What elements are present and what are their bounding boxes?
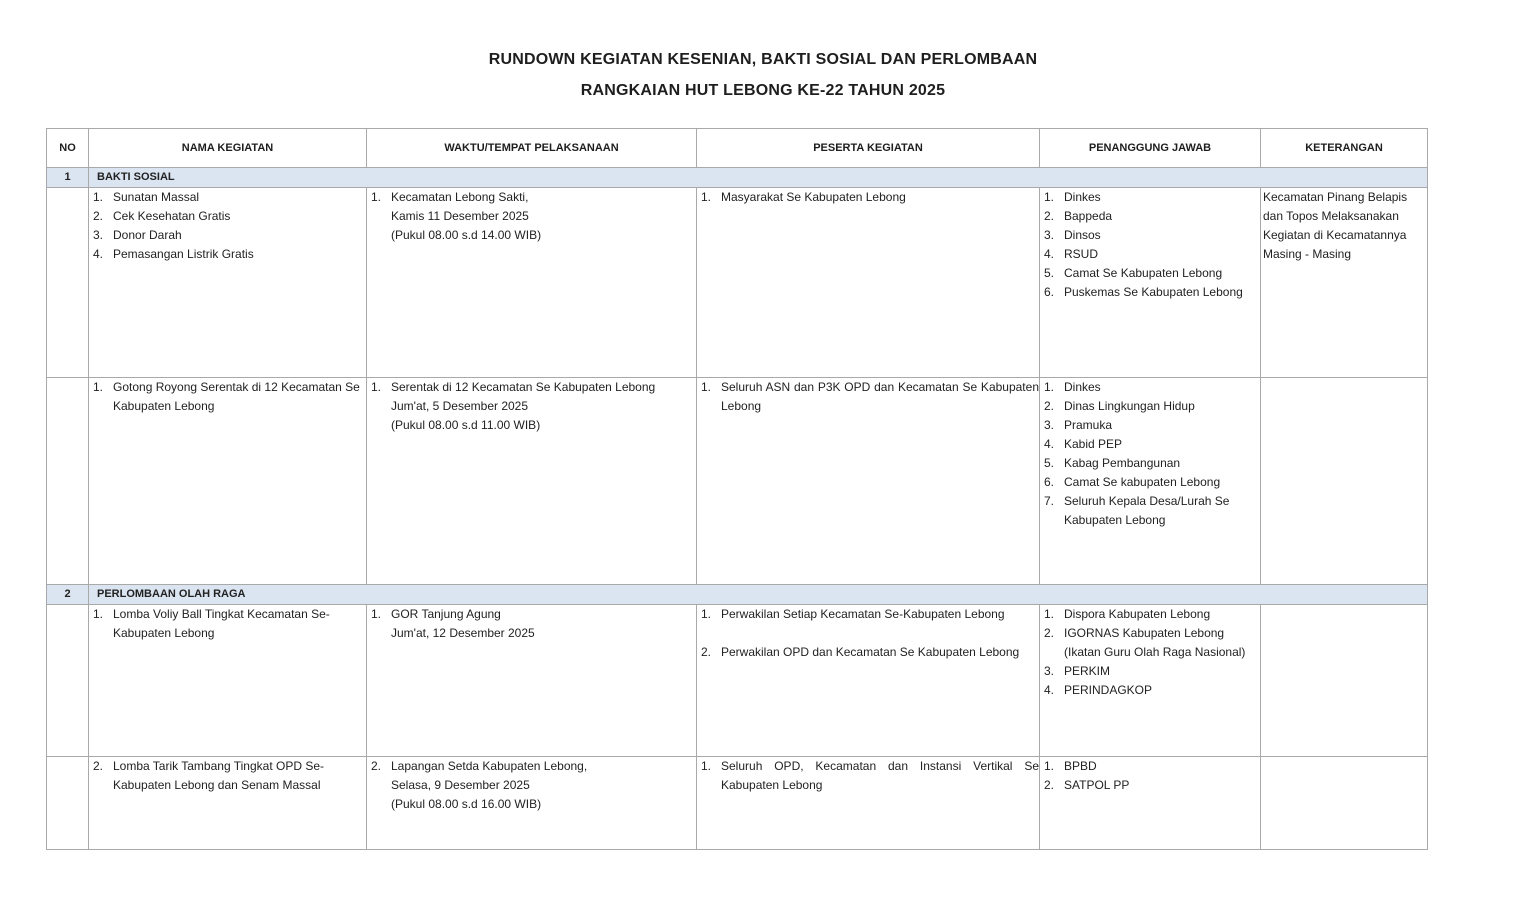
list-item: 6. Camat Se kabupaten Lebong [1044, 475, 1221, 489]
list-item: 2. Lomba Tarik Tambang Tingkat OPD Se-Kabupaten Lebong dan Senam Massal [93, 759, 324, 792]
list-item: 1. Seluruh ASN dan P3K OPD dan Kecamatan Se Kabupaten Lebong [701, 380, 1039, 413]
list-item: 7. Seluruh Kepala Desa/Lurah Se Kabupaten Lebong [1044, 494, 1230, 527]
section-row-perlombaan-olah-raga [47, 585, 1428, 605]
header-no: NO [47, 129, 89, 168]
list-item: 3. Pramuka [1044, 418, 1113, 432]
title-line-1: RUNDOWN KEGIATAN KESENIAN, BAKTI SOSIAL DAN PERLOMBAAN [488, 51, 1038, 68]
no-cell [47, 605, 89, 757]
list-item: 1. GOR Tanjung Agung Jum'at, 12 Desember 2025 [371, 607, 535, 640]
waktu-tempat-cell [367, 757, 697, 850]
list-item: 4. Kabid PEP [1044, 437, 1123, 451]
section-number: 2 [47, 585, 89, 605]
list-item: 5. Kabag Pembangunan [1044, 456, 1181, 470]
list-item: 5. Camat Se Kabupaten Lebong [1044, 266, 1223, 280]
section-number: 1 [47, 168, 89, 188]
nama-kegiatan-cell [89, 757, 367, 850]
header-penanggung-jawab: PENANGGUNG JAWAB [1040, 129, 1261, 168]
peserta-cell [697, 188, 1040, 378]
rundown-table [46, 128, 1428, 850]
penanggung-jawab-cell [1040, 378, 1261, 585]
waktu-tempat-cell [367, 378, 697, 585]
list-item: 2. Perwakilan OPD dan Kecamatan Se Kabupaten Lebong [701, 645, 1020, 659]
nama-kegiatan-cell [89, 188, 367, 378]
list-item: 1. Lomba Voliy Ball Tingkat Kecamatan Se-Kabupaten Lebong [93, 607, 330, 640]
no-cell [47, 188, 89, 378]
penanggung-jawab-cell [1040, 757, 1261, 850]
section-row-bakti-sosial [47, 168, 1428, 188]
keterangan-cell [1261, 188, 1428, 378]
waktu-tempat-cell [367, 188, 697, 378]
section-label: BAKTI SOSIAL [89, 168, 1428, 188]
penanggung-jawab-cell [1040, 188, 1261, 378]
keterangan-text: Kecamatan Pinang Belapis dan Topos Melaksanakan Kegiatan di Kecamatannya Masing - Masing [1263, 190, 1408, 261]
list-item: 1. Kecamatan Lebong Sakti, Kamis 11 Desember 2025 (Pukul 08.00 s.d 14.00 WIB) [371, 190, 542, 242]
keterangan-cell [1261, 605, 1428, 757]
list-item: 1. Dispora Kabupaten Lebong [1044, 607, 1211, 621]
penanggung-jawab-cell [1040, 605, 1261, 757]
list-item: 1. Dinkes [1044, 380, 1101, 394]
list-item: 3. PERKIM [1044, 664, 1111, 678]
list-item: 1. Sunatan Massal [93, 190, 200, 204]
list-item: 1. Perwakilan Setiap Kecamatan Se-Kabupaten Lebong [701, 607, 1005, 621]
list-item: 1. Gotong Royong Serentak di 12 Kecamatan Se Kabupaten Lebong [93, 380, 360, 413]
list-item: 3. Dinsos [1044, 228, 1101, 242]
list-item: 1. Serentak di 12 Kecamatan Se Kabupaten Lebong Jum'at, 5 Desember 2025 (Pukul 08.00 s.d 11.00 WIB) [371, 380, 656, 432]
list-item: 1. Masyarakat Se Kabupaten Lebong [701, 190, 906, 204]
list-item: 2. Lapangan Setda Kabupaten Lebong, Selasa, 9 Desember 2025 (Pukul 08.00 s.d 16.00 WIB) [371, 759, 588, 811]
list-item: 6. Puskemas Se Kabupaten Lebong [1044, 285, 1243, 299]
list-item: 1. Dinkes [1044, 190, 1101, 204]
list-item: 2. IGORNAS Kabupaten Lebong (Ikatan Guru Olah Raga Nasional) [1044, 626, 1246, 659]
document-title [0, 44, 1526, 106]
title-line-2: RANGKAIAN HUT LEBONG KE-22 TAHUN 2025 [580, 82, 946, 99]
table-header-row [47, 129, 1428, 168]
table-row [47, 188, 1428, 378]
peserta-cell [697, 378, 1040, 585]
list-item: 2. Bappeda [1044, 209, 1113, 223]
peserta-cell [697, 757, 1040, 850]
list-item: 3. Donor Darah [93, 228, 182, 242]
header-keterangan: KETERANGAN [1261, 129, 1428, 168]
header-peserta: PESERTA KEGIATAN [697, 129, 1040, 168]
table-row [47, 605, 1428, 757]
section-label: PERLOMBAAN OLAH RAGA [89, 585, 1428, 605]
list-item: 4. RSUD [1044, 247, 1099, 261]
header-nama-kegiatan: NAMA KEGIATAN [89, 129, 367, 168]
header-waktu-tempat: WAKTU/TEMPAT PELAKSANAAN [367, 129, 697, 168]
nama-kegiatan-cell [89, 378, 367, 585]
table-row [47, 378, 1428, 585]
no-cell [47, 378, 89, 585]
no-cell [47, 757, 89, 850]
list-item: 1. Seluruh OPD, Kecamatan dan Instansi Vertikal Se Kabupaten Lebong [701, 759, 1039, 792]
keterangan-cell [1261, 757, 1428, 850]
list-item: 2. SATPOL PP [1044, 778, 1130, 792]
nama-kegiatan-cell [89, 605, 367, 757]
peserta-cell [697, 605, 1040, 757]
list-item: 2. Cek Kesehatan Gratis [93, 209, 231, 223]
list-item: 2. Dinas Lingkungan Hidup [1044, 399, 1195, 413]
waktu-tempat-cell [367, 605, 697, 757]
list-item: 1. BPBD [1044, 759, 1097, 773]
table-row [47, 757, 1428, 850]
keterangan-cell [1261, 378, 1428, 585]
list-item: 4. Pemasangan Listrik Gratis [93, 247, 254, 261]
list-item: 4. PERINDAGKOP [1044, 683, 1153, 697]
